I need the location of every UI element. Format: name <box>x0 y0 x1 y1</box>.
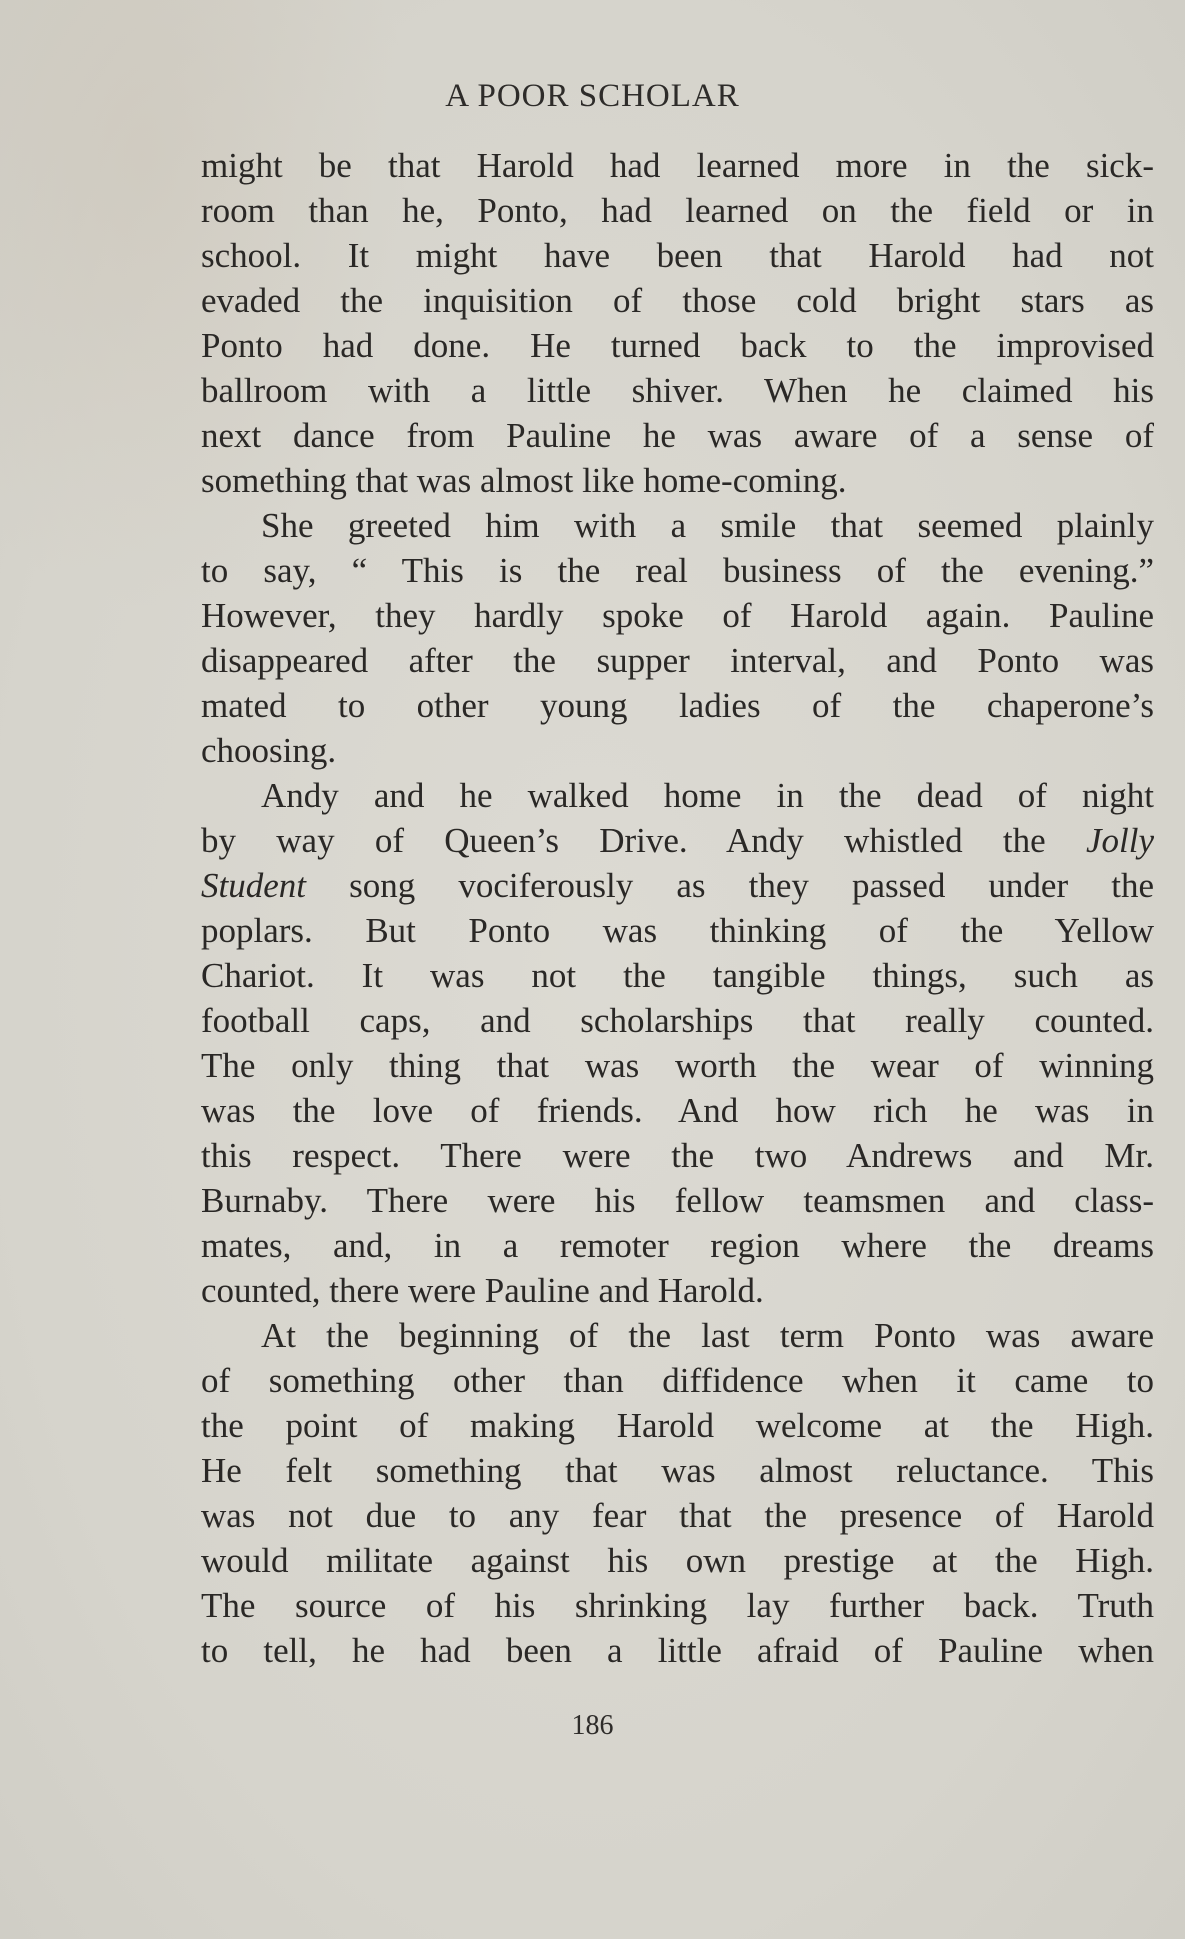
italic-title: Jolly <box>1085 821 1154 860</box>
running-head: A POOR SCHOLAR <box>445 78 740 114</box>
text-line: The source of his shrinking lay further back. Truth <box>201 1586 1154 1625</box>
text-line: something that was almost like home-coming. <box>201 461 847 500</box>
text-line <box>201 818 1154 863</box>
text-line: choosing. <box>201 731 337 770</box>
text-line: school. It might have been that Harold had not <box>201 236 1154 275</box>
text-line: to say, “ This is the real business of the evening.” <box>201 551 1154 590</box>
text-run: song vociferously as they passed under the <box>305 866 1154 905</box>
text-line: might be that Harold had learned more in the sick- <box>201 146 1154 185</box>
italic-title: Student <box>201 866 306 905</box>
text-line: football caps, and scholarships that really counted. <box>201 1001 1154 1040</box>
text-line: was not due to any fear that the presence of Harold <box>201 1496 1154 1535</box>
text-line: disappeared after the supper interval, and Ponto was <box>201 641 1154 680</box>
text-line: She greeted him with a smile that seemed plainly <box>261 506 1154 545</box>
text-line: was the love of friends. And how rich he was in <box>201 1091 1154 1130</box>
body-text <box>201 143 1154 1673</box>
text-line: However, they hardly spoke of Harold again. Pauline <box>201 596 1154 635</box>
text-line: next dance from Pauline he was aware of a sense of <box>201 416 1154 455</box>
text-line: Chariot. It was not the tangible things, such as <box>201 956 1154 995</box>
text-line: At the beginning of the last term Ponto was aware <box>261 1316 1154 1355</box>
text-line: to tell, he had been a little afraid of Pauline when <box>201 1631 1154 1670</box>
text-line: Andy and he walked home in the dead of night <box>261 776 1154 815</box>
text-line: this respect. There were the two Andrews and Mr. <box>201 1136 1154 1175</box>
text-line: of something other than diffidence when it came to <box>201 1361 1154 1400</box>
text-line: the point of making Harold welcome at the High. <box>201 1406 1154 1445</box>
text-line <box>201 863 1154 908</box>
text-line: Ponto had done. He turned back to the improvised <box>201 326 1154 365</box>
text-line: room than he, Ponto, had learned on the field or in <box>201 191 1154 230</box>
text-line: evaded the inquisition of those cold bright stars as <box>201 281 1154 320</box>
text-line: The only thing that was worth the wear of winning <box>201 1046 1154 1085</box>
text-line: Burnaby. There were his fellow teamsmen and class- <box>201 1181 1154 1220</box>
text-line: would militate against his own prestige at the High. <box>201 1541 1154 1580</box>
text-line: mates, and, in a remoter region where the dreams <box>201 1226 1154 1265</box>
text-line: mated to other young ladies of the chaperone’s <box>201 686 1154 725</box>
text-line: He felt something that was almost reluctance. This <box>201 1451 1154 1490</box>
page-number: 186 <box>571 1710 614 1741</box>
text-line: counted, there were Pauline and Harold. <box>201 1271 764 1310</box>
text-run: by way of Queen’s Drive. Andy whistled the <box>201 821 1086 860</box>
text-line: poplars. But Ponto was thinking of the Yellow <box>201 911 1154 950</box>
text-line: ballroom with a little shiver. When he claimed his <box>201 371 1154 410</box>
